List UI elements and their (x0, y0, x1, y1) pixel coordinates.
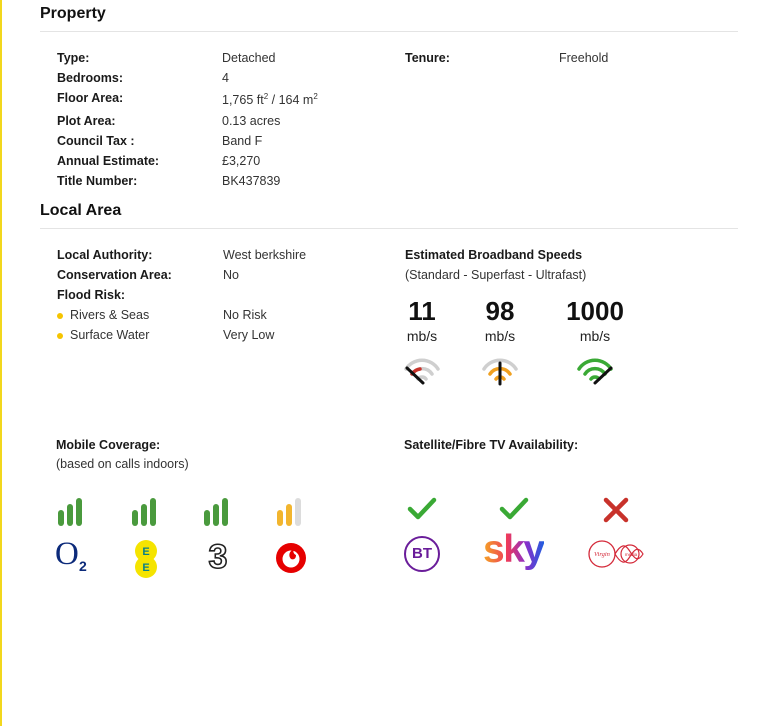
standard-speed-unit: mb/s (406, 328, 438, 344)
virgin-media-logo (587, 538, 645, 570)
property-section-title: Property (40, 5, 106, 22)
bt-logo: BT (404, 536, 440, 572)
plot-area-value: 0.13 acres (222, 114, 281, 128)
bullet-icon (57, 333, 63, 339)
vodafone-logo (275, 542, 307, 574)
three-signal-icon (204, 498, 228, 526)
rivers-seas-label: Rivers & Seas (70, 308, 150, 322)
local-authority-value: West berkshire (223, 248, 307, 262)
bullet-icon (57, 313, 63, 319)
plot-area-label: Plot Area: (57, 114, 116, 128)
vodafone-signal-icon (277, 498, 301, 526)
property-divider (40, 31, 738, 32)
svg-text:media: media (624, 552, 638, 557)
ee-signal-icon (132, 498, 156, 526)
broadband-subtitle: (Standard - Superfast - Ultrafast) (405, 268, 587, 282)
flood-risk-label: Flood Risk: (57, 288, 126, 302)
floor-area-value: 1,765 $ft^2 / 164$ $m^2$ (222, 92, 318, 108)
ee-logo (134, 540, 158, 578)
annual-estimate-value: £3,270 (222, 154, 261, 168)
ultrafast-speed-unit: mb/s (579, 328, 611, 344)
cross-icon (603, 497, 629, 523)
tenure-label: Tenure: (405, 51, 450, 65)
svg-text:E: E (142, 562, 150, 574)
rivers-seas-value: No Risk (223, 308, 267, 322)
tv-availability-title: Satellite/Fibre TV Availability: (404, 438, 579, 452)
accent-border (0, 0, 2, 726)
bedrooms-value: 4 (222, 71, 229, 85)
bedrooms-label: Bedrooms: (57, 71, 123, 85)
tenure-value: Freehold (559, 51, 609, 65)
surface-water-value: Very Low (223, 328, 275, 342)
conservation-area-label: Conservation Area: (57, 268, 172, 282)
type-label: Type: (57, 51, 90, 65)
standard-speed-value: 11 (408, 296, 436, 326)
svg-text:Virgin: Virgin (594, 551, 610, 558)
mobile-coverage-title: Mobile Coverage: (56, 438, 161, 452)
council-tax-value: Band F (222, 134, 263, 148)
council-tax-label: Council Tax : (57, 134, 135, 148)
speed-gauge-low-icon (403, 355, 441, 387)
speed-gauge-high-icon (576, 355, 614, 387)
three-logo: 3 (208, 538, 228, 576)
superfast-speed-value: 98 (485, 296, 515, 326)
o2-logo: O 2 (55, 536, 87, 574)
sky-logo: sky (483, 528, 544, 571)
type-value: Detached (222, 51, 276, 65)
local-area-section-title: Local Area (40, 202, 122, 219)
floor-area-label: Floor Area: (57, 91, 124, 105)
mobile-coverage-subtitle: (based on calls indoors) (56, 457, 189, 471)
local-authority-label: Local Authority: (57, 248, 153, 262)
conservation-area-value: No (223, 268, 239, 282)
broadband-title: Estimated Broadband Speeds (405, 248, 583, 262)
o2-signal-icon (58, 498, 82, 526)
surface-water-label: Surface Water (70, 328, 150, 342)
check-icon (499, 496, 529, 522)
speed-gauge-medium-icon (481, 355, 519, 387)
title-number-label: Title Number: (57, 174, 138, 188)
ultrafast-speed-value: 1000 (566, 296, 624, 326)
title-number-value: BK437839 (222, 174, 281, 188)
check-icon (407, 496, 437, 522)
superfast-speed-unit: mb/s (484, 328, 516, 344)
local-area-divider (40, 228, 738, 229)
annual-estimate-label: Annual Estimate: (57, 154, 160, 168)
svg-text:E: E (142, 546, 150, 558)
